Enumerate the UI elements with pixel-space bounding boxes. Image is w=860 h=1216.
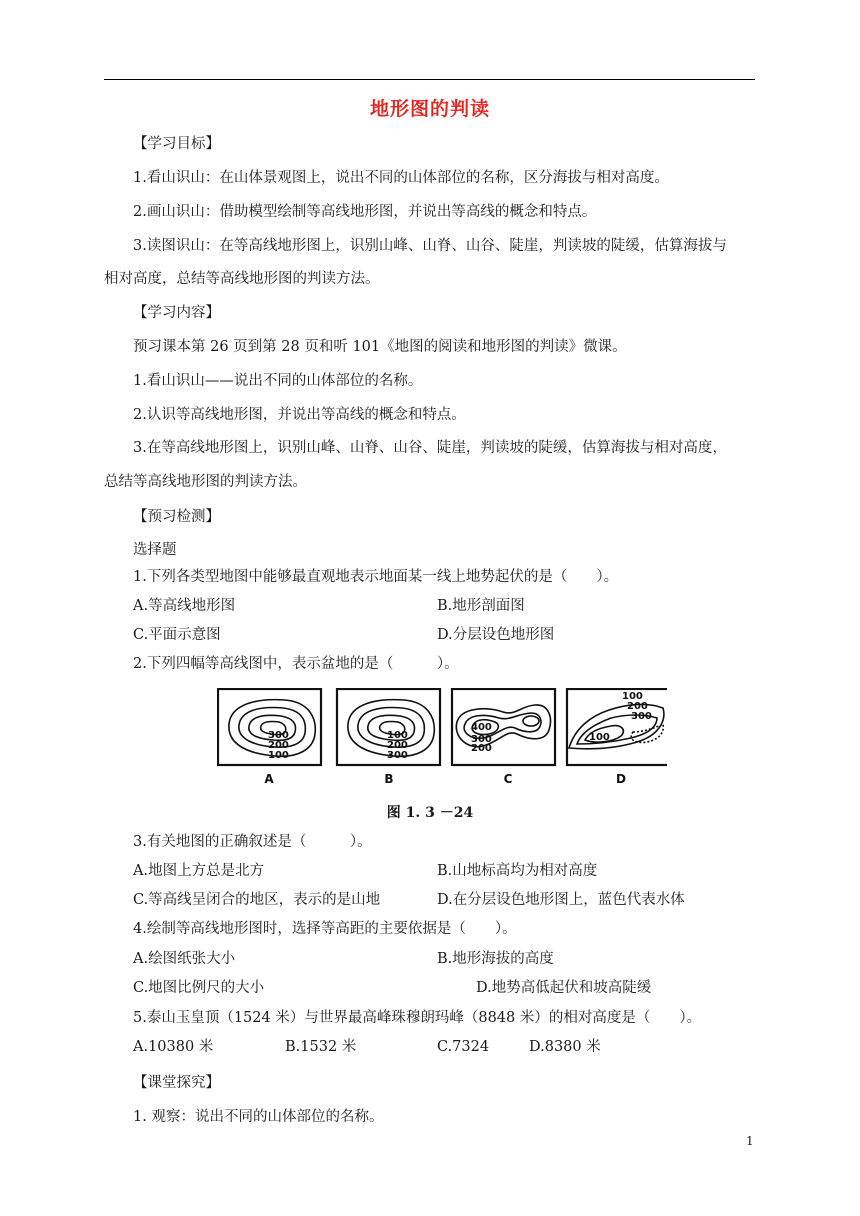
question-4-option-b: B.地形海拔的高度 bbox=[437, 951, 554, 967]
page-number: 1 bbox=[746, 1134, 754, 1148]
question-3-option-c: C.等高线呈闭合的地区，表示的是山地 bbox=[133, 892, 381, 908]
panel-label-a: A bbox=[264, 772, 274, 786]
contour-map-c bbox=[452, 689, 555, 765]
question-4-option-d: D.地势高低起伏和坡高陡缓 bbox=[476, 980, 652, 996]
question-1-option-b: B.地形剖面图 bbox=[437, 598, 525, 614]
content-line: 预习课本第 26 页到第 28 页和听 101《地图的阅读和地形图的判读》微课。 bbox=[133, 339, 627, 355]
contour-label: 200 bbox=[387, 740, 408, 751]
figure-caption: 图 1. 3 －24 bbox=[386, 805, 474, 821]
contour-label: 100 bbox=[589, 732, 610, 743]
contour-label: 100 bbox=[622, 691, 643, 702]
question-3-option-a: A.地图上方总是北方 bbox=[133, 863, 265, 879]
question-4-option-c: C.地图比例尺的大小 bbox=[133, 980, 265, 996]
content-line: 1.看山识山——说出不同的山体部位的名称。 bbox=[133, 373, 423, 389]
panel-label-d: D bbox=[616, 772, 626, 786]
content-line: 2.认识等高线地形图，并说出等高线的概念和特点。 bbox=[133, 407, 466, 423]
section-heading-explore: 【课堂探究】 bbox=[133, 1075, 220, 1091]
panel-label-c: C bbox=[503, 772, 513, 786]
question-type: 选择题 bbox=[133, 542, 177, 558]
contour-map-d bbox=[567, 689, 667, 765]
question-3-option-d: D.在分层设色地形图上，蓝色代表水体 bbox=[437, 892, 685, 908]
contour-label: 300 bbox=[387, 750, 408, 761]
contour-label: 100 bbox=[387, 730, 408, 741]
question-5-option-c: C.7324 bbox=[437, 1039, 490, 1055]
header-rule bbox=[104, 79, 755, 80]
content-line: 总结等高线地形图的判读方法。 bbox=[104, 474, 307, 490]
question-5-option-a: A.10380 米 bbox=[133, 1039, 214, 1055]
question-3-stem: 3.有关地图的正确叙述是（ ）。 bbox=[133, 834, 372, 850]
content-line: 3.在等高线地形图上，识别山峰、山脊、山谷、陡崖，判读坡的陡缓，估算海拔与相对高度， bbox=[133, 440, 727, 456]
section-heading-check: 【预习检测】 bbox=[133, 509, 220, 525]
goal-line: 相对高度，总结等高线地形图的判读方法。 bbox=[104, 271, 380, 287]
contour-label: 200 bbox=[268, 740, 289, 751]
question-5-option-b: B.1532 米 bbox=[285, 1039, 357, 1055]
question-1-stem: 1.下列各类型地图中能够最直观地表示地面某一线上地势起伏的是（ ）。 bbox=[133, 569, 619, 585]
question-1-option-a: A.等高线地形图 bbox=[133, 598, 236, 614]
contour-label: 400 bbox=[471, 722, 492, 733]
contour-label: 300 bbox=[268, 730, 289, 741]
contour-maps-figure bbox=[217, 688, 667, 798]
contour-label: 200 bbox=[471, 743, 492, 754]
contour-label: 200 bbox=[627, 701, 648, 712]
goal-line: 1.看山识山：在山体景观图上，说出不同的山体部位的名称，区分海拔与相对高度。 bbox=[133, 170, 669, 186]
contour-label: 100 bbox=[268, 750, 289, 761]
contour-label: 300 bbox=[631, 711, 652, 722]
section-heading-goals: 【学习目标】 bbox=[133, 136, 220, 152]
panel-label-b: B bbox=[384, 772, 394, 786]
question-2-stem: 2.下列四幅等高线图中，表示盆地的是（ ）。 bbox=[133, 656, 459, 672]
question-5-stem: 5.泰山玉皇顶（1524 米）与世界最高峰珠穆朗玛峰（8848 米）的相对高度是（ ）。 bbox=[133, 1010, 702, 1026]
question-4-stem: 4.绘制等高线地形图时，选择等高距的主要依据是（ ）。 bbox=[133, 921, 517, 937]
goal-line: 3.读图识山：在等高线地形图上，识别山峰、山脊、山谷、陡崖，判读坡的陡缓，估算海拔与 bbox=[133, 238, 727, 254]
question-4-option-a: A.绘图纸张大小 bbox=[133, 951, 236, 967]
question-1-option-d: D.分层设色地形图 bbox=[437, 627, 555, 643]
goal-line: 2.画山识山：借助模型绘制等高线地形图，并说出等高线的概念和特点。 bbox=[133, 204, 597, 220]
question-3-option-b: B.山地标高均为相对高度 bbox=[437, 863, 598, 879]
section-heading-content: 【学习内容】 bbox=[133, 305, 220, 321]
contour-label: 300 bbox=[471, 734, 492, 745]
question-1-option-c: C.平面示意图 bbox=[133, 627, 221, 643]
question-5-option-d: D.8380 米 bbox=[529, 1039, 601, 1055]
explore-line: 1. 观察：说出不同的山体部位的名称。 bbox=[133, 1109, 384, 1125]
page-title: 地形图的判读 bbox=[369, 98, 490, 120]
